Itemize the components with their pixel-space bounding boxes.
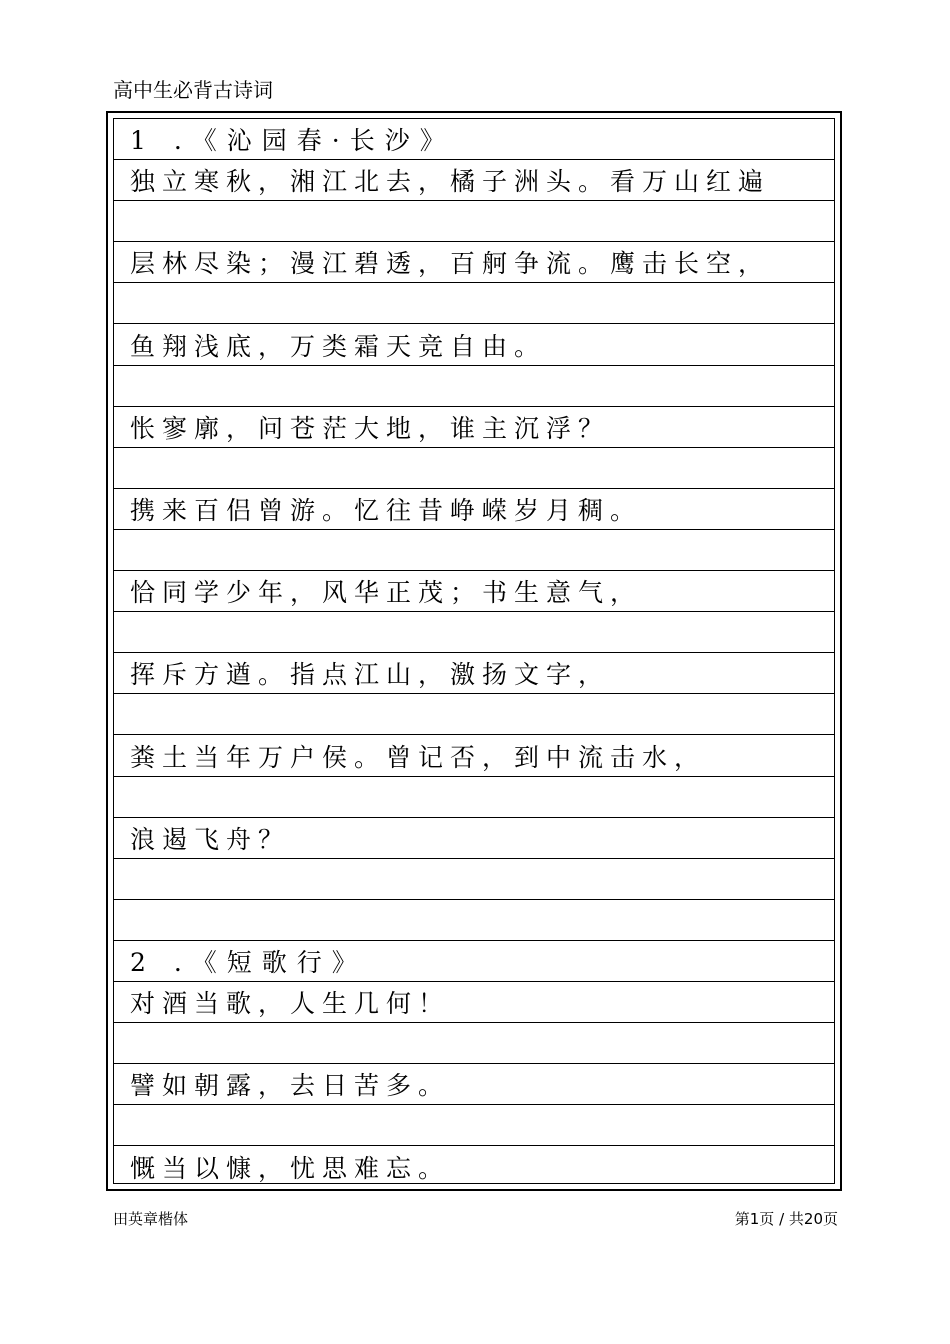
verse-line: 鱼翔浅底，万类霜天竞自由。 [130, 331, 547, 361]
verse-row [114, 1064, 834, 1105]
writing-grid-frame [106, 111, 842, 1191]
verse-row [114, 982, 834, 1023]
page-header-title: 高中生必背古诗词 [113, 78, 273, 102]
blank-ruled-row [114, 448, 834, 489]
verse-line: 层林尽染；漫江碧透，百舸争流。鹰击长空， [130, 249, 771, 279]
blank-ruled-row [114, 283, 834, 324]
verse-row [114, 489, 834, 530]
verse-line: 粪土当年万户侯。曾记否，到中流击水， [130, 742, 707, 772]
verse-line: 浪遏飞舟？ [130, 824, 291, 854]
verse-row [114, 653, 834, 694]
blank-ruled-row [114, 612, 834, 653]
blank-ruled-row [114, 1105, 834, 1146]
blank-ruled-row [114, 201, 834, 242]
poem-title: 2 .《短歌行》 [130, 947, 367, 977]
verse-row [114, 242, 834, 283]
poem-title: 1 .《沁园春·长沙》 [130, 126, 455, 156]
verse-row [114, 818, 834, 859]
verse-line: 独立寒秋，湘江北去，橘子洲头。看万山红遍 [130, 167, 771, 197]
blank-ruled-row [114, 530, 834, 571]
verse-line: 对酒当歌，人生几何！ [130, 989, 451, 1019]
verse-row [114, 1146, 834, 1187]
poem-title-row [114, 119, 834, 160]
blank-ruled-row [114, 777, 834, 818]
poem-title-row [114, 941, 834, 982]
verse-row [114, 160, 834, 201]
verse-line: 譬如朝露，去日苦多。 [130, 1071, 451, 1101]
footer-page-info: 第1页 / 共20页 [734, 1210, 838, 1228]
blank-ruled-row [114, 859, 834, 900]
blank-ruled-row [114, 900, 834, 941]
blank-ruled-row [114, 1023, 834, 1064]
verse-line: 恰同学少年，风华正茂；书生意气， [130, 578, 643, 608]
verse-line: 挥斥方遒。指点江山，激扬文字， [130, 660, 611, 690]
verse-line: 携来百侣曾游。忆往昔峥嵘岁月稠。 [130, 495, 643, 525]
blank-ruled-row [114, 366, 834, 407]
footer-font-name: 田英章楷体 [113, 1210, 189, 1228]
blank-ruled-row [114, 694, 834, 735]
verse-row [114, 571, 834, 612]
verse-row [114, 735, 834, 776]
writing-grid [113, 118, 835, 1184]
verse-line: 慨当以慷，忧思难忘。 [130, 1154, 451, 1184]
verse-line: 怅寥廓，问苍茫大地，谁主沉浮？ [130, 413, 611, 443]
verse-row [114, 324, 834, 365]
verse-row [114, 407, 834, 448]
